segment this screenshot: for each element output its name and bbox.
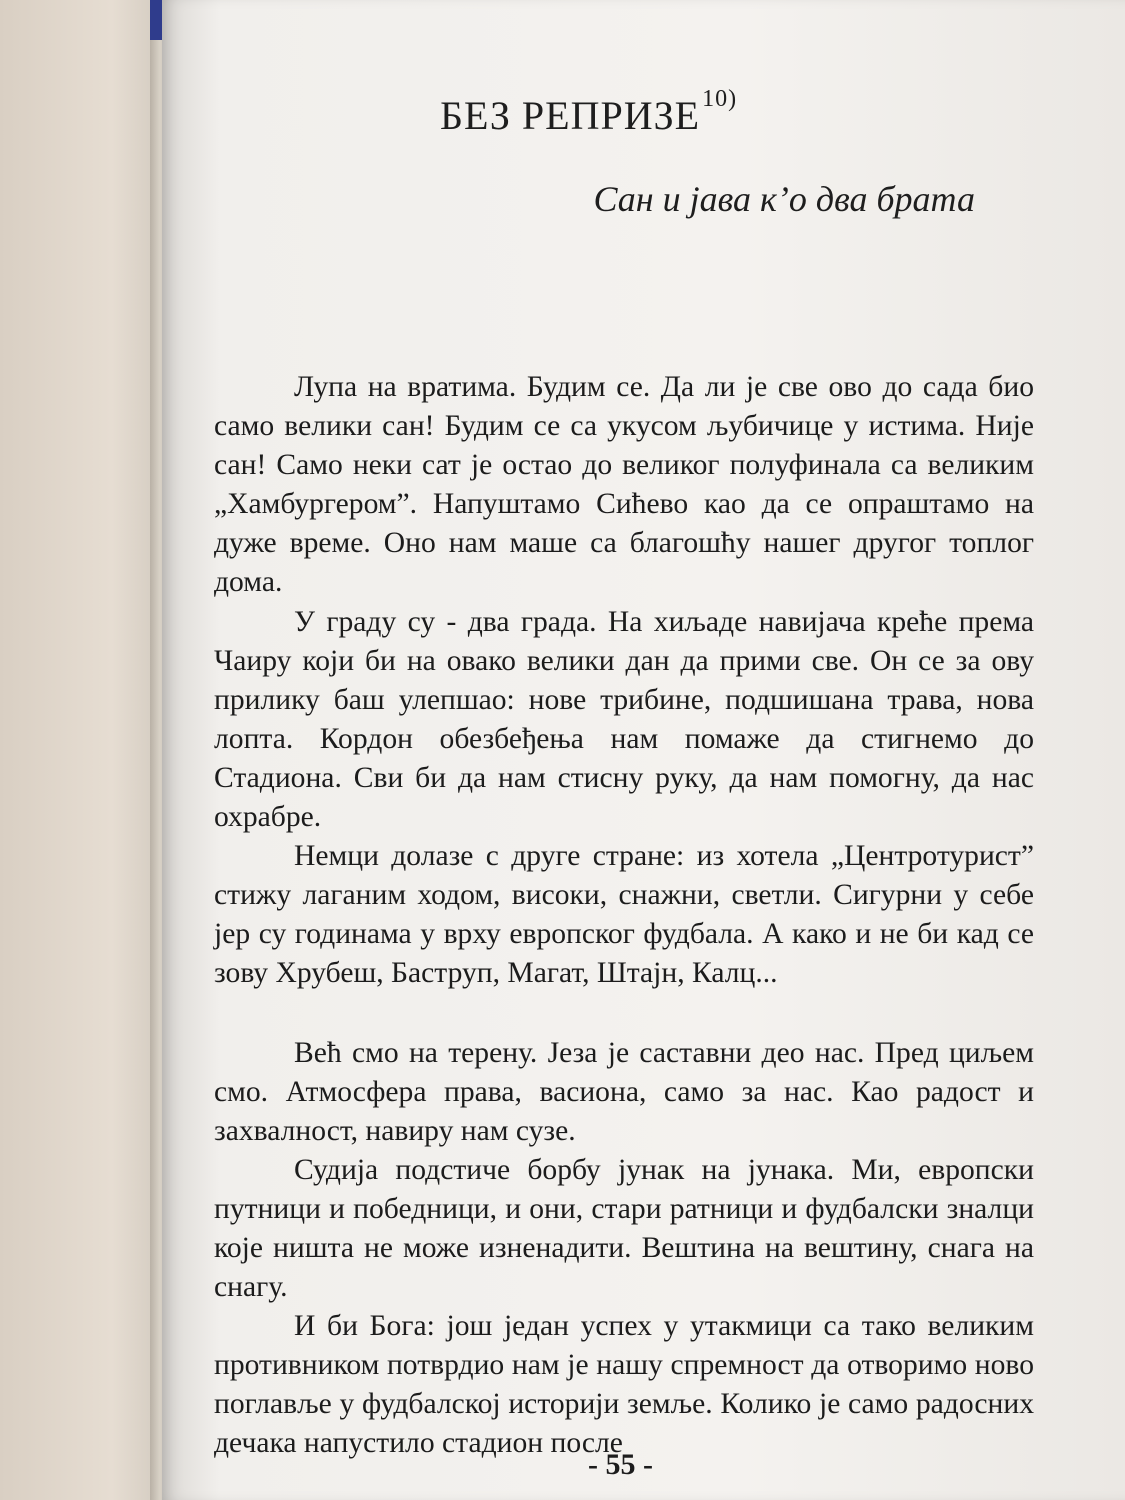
chapter-title-text: БЕЗ РЕПРИЗЕ xyxy=(440,93,701,138)
paragraph: И би Бога: још један успех у утакмици са тако великим противником потврдио нам је нашу спремност да отворимо ново поглавље у фудбалској историји земље. Колико је само радосних дечака напустило стадион после xyxy=(214,1310,1034,1460)
section-break xyxy=(214,994,1034,1034)
chapter-body xyxy=(214,368,1034,1464)
footnote-reference: 10) xyxy=(702,86,738,112)
chapter-title xyxy=(440,86,738,139)
paragraph: Већ смо на терену. Језа је саставни део нас. Пред циљем смо. Атмосфера права, васиона, само за нас. Као радост и захвалност, навиру нам сузе. xyxy=(214,1036,1034,1147)
paragraph: Судија подстиче борбу јунак на јунака. Ми, европски путници и победници, и они, стари ратници и фудбалски зналци које ништа не може изненадити. Вештина на вештину, снага на снагу. xyxy=(214,1153,1034,1304)
epigraph: Сан и јава к’о два брата xyxy=(593,179,975,219)
paragraph: Немци долазе с друге стране: из хотела „Центротурист” стижу лаганим ходом, високи, снажни, светли. Сигурни у себе јер су годинама у врху европског фудбала. А како и не би кад се зову Хрубеш, Баструп, Магат, Штајн, Калц... xyxy=(214,840,1034,990)
paragraph: У граду су - два града. На хиљаде навијача креће према Чаиру који би на овако велики дан да прими све. Он се за ову прилику баш улепшао: нове трибине, подшишана трава, нова лопта. Кордон обезбеђења нам помаже да стигнемо до Стадиона. Сви би да нам стисну руку, да нам помогну, да нас охрабре. xyxy=(214,605,1034,834)
left-page-edge xyxy=(0,0,160,1500)
paragraph: Лупа на вратима. Будим се. Да ли је све ово до сада био само велики сан! Будим се са укусом љубичице у истима. Није сан! Само неки сат је остао до великог полуфинала са великим „Хамбургером”. Напуштамо Сићево као да се опраштамо на дуже време. Оно нам маше са благошћу нашег другог топлог дома. xyxy=(214,371,1034,599)
page-number: - 55 - xyxy=(588,1448,653,1481)
